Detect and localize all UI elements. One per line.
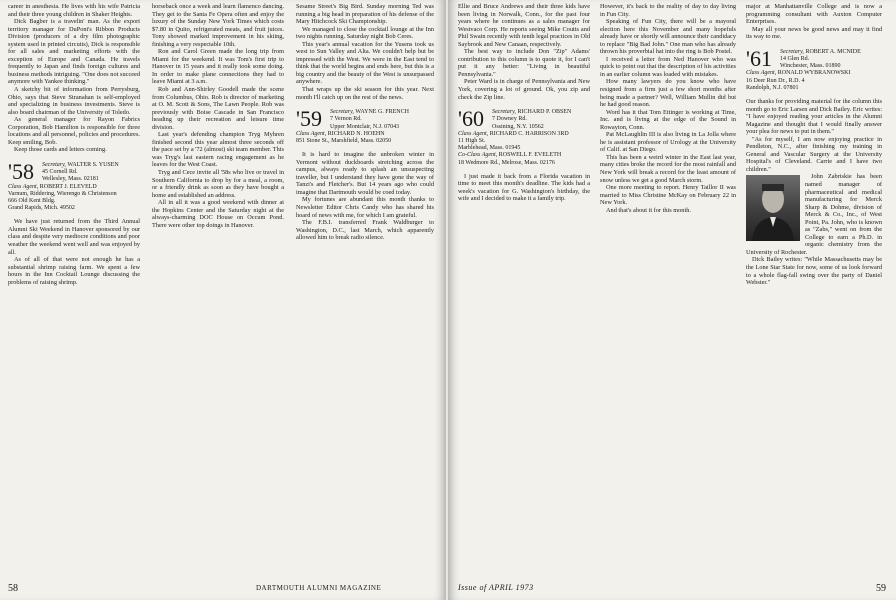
paragraph: Rob and Ann-Shirley Goodell made the scene from Columbus, Ohio. Rob is director of marketing at O. M. Scott & Sons, The Lawn People. Rob was previously with Boise Cascade in San Francisco heading up their recreation and leisure time division. <box>152 86 284 131</box>
secretary-name: ROBERT A. MCNIDE <box>805 48 861 55</box>
paragraph: As of all of that were not enough he has a substantial shrimp raising farm. We spent a few hours in the Inn Cocktail Lounge discussing the problems of raising shrimp. <box>8 256 140 286</box>
agent-address-1: 16 Deer Run Dr., R.D. 4 <box>746 77 805 84</box>
class-header-58 <box>8 158 140 212</box>
paragraph: Tryg and Cece invite all '58s who live or travel in Southern California to drop by for a meal, a room, or a friendly drink as soon as they have bought a home and established an address. <box>152 169 284 199</box>
agent-name: RICHARD C. HARRISON 3RD <box>489 130 569 137</box>
secretary-address-2: Ossining, N.Y. 10562 <box>492 123 544 130</box>
magazine-title-footer: DARTMOUTH ALUMNI MAGAZINE <box>256 584 382 592</box>
secretary-label: Secretary, <box>42 161 66 168</box>
paragraph: All in all it was a good weekend with dinner at the Hopkins Center and the Saturday night at the always-charming DOC House on Occum Pond. There were other top doings in Hanover. <box>152 199 284 229</box>
secretary-address-2: Wellesley, Mass. 02181 <box>42 176 99 183</box>
paragraph: A sketchy bit of information from Perrysburg, Ohio, says that Steve Stranahan is self-employed and specializing in business investments. Steve is also board chairman of the University of Toledo. <box>8 86 140 116</box>
secretary-address-1: 14 Glen Rd. <box>780 55 810 62</box>
page-number-right: 59 <box>876 583 886 594</box>
right-column-3 <box>746 3 882 593</box>
paragraph: We managed to close the cocktail lounge at the Inn two nights running. Saturday night Bob Ceres. <box>296 25 434 41</box>
secretary-address-2: Upper Montclair, N.J. 07043 <box>330 123 400 130</box>
co-agent-name: ROSWELL F. EVELETH <box>498 152 562 159</box>
secretary-address-1: 7 Vernon Rd. <box>330 116 362 123</box>
agent-address-3: Grand Rapids, Mich. 49502 <box>8 205 75 212</box>
secretary-address-2: Winchester, Mass. 01890 <box>780 63 841 70</box>
secretary-label: Secretary, <box>330 109 354 116</box>
paragraph: One more meeting to report. Henry Taillor II was married to Miss Christine McKay on February 22 in New York. <box>600 184 736 207</box>
left-page <box>0 0 446 600</box>
agent-address-2: Randolph, N.J. 07801 <box>746 84 799 91</box>
left-column-3 <box>296 3 434 593</box>
paragraph: I received a letter from Ned Hanover who was quick to point out that the description of his activities in an earlier column was loaded with mistakes. <box>600 55 736 78</box>
agent-label: Class Agent, <box>458 130 489 137</box>
paragraph: That wraps up the ski season for this year. Next month I'll catch up on the rest of the news. <box>296 86 434 101</box>
secretary-label: Secretary, <box>492 109 516 116</box>
paragraph: However, it's back to the reality of day to day living in Fun City. <box>600 3 736 18</box>
class-header-60 <box>458 106 590 167</box>
paragraph: Peter Ward is in charge of Pennsylvania and New York, covering a lot of ground. Ok, you zip and check the Zip line. <box>458 78 590 101</box>
secretary-name: RICHARD P. OBSEN <box>517 109 572 116</box>
class-year: '58 <box>8 158 34 184</box>
secretary-address-1: 7 Downey Rd. <box>492 116 527 123</box>
secretary-name: WALTER S. YUSEN <box>67 161 119 168</box>
agent-address-1: Varnum, Riddering, Wierengo & Christenson <box>8 190 117 197</box>
paragraph: Dick Bagber is a travelin' man. As the export territory manager for DuPont's Ribbon Products Division (producers of a dry film photographic system used in printed circuits), Dick is responsible for all sales and marketing efforts with the exception of Europe and Canada. He travels frequently to Japan and finds foreign cultures and business methods intriguing. "One does not succeed anymore with Yankee thinking." <box>8 18 140 86</box>
paragraph: As general manager for Rayon Fabrics Corporation, Bob Hamilton is responsible for three locations and all personnel, policies and procedures. Keep smiling, Bob. <box>8 116 140 146</box>
secretary-address-1: 45 Cornell Rd. <box>42 169 78 176</box>
paragraph: Pat McLaughlin III is also living in La Jolla where he is assistant professor of Urology at the University of Calif. at San Diego. <box>600 131 736 154</box>
paragraph: We have just returned from the Third Annual Alumni Ski Weekend in Hanover sponsored by our class and despite very mediocre conditions and poor weather the weekend went well and was enjoyed by all. <box>8 218 140 256</box>
agent-name: ROBERT J. ELEVELD <box>39 183 97 190</box>
class-header-61 <box>746 45 882 92</box>
agent-address-2: 666 Old Kent Bldg. <box>8 197 56 204</box>
paragraph: Sesame Street's Big Bird. Sunday morning Ted was running a big head in preparation of his defense of the Mary Hitchcock Ski Championship. <box>296 3 434 26</box>
right-column-1 <box>458 3 590 593</box>
paragraph: Word has it that Tom Ettinger is working at Time, Inc. and is living at the edge of the Sound in Rowayton, Conn. <box>600 108 736 131</box>
agent-address-2: Marblehead, Mass. 01945 <box>458 145 521 152</box>
paragraph: The F.B.I. transferred Frank Waldburger to Washington, D.C., last March, which apparently allowed him to break radio silence. <box>296 219 434 242</box>
col-text-top <box>8 3 140 154</box>
left-column-1 <box>8 3 140 593</box>
co-agent-label: Co-Class Agent, <box>458 152 498 159</box>
issue-date-footer: Issue of APRIL 1973 <box>458 583 534 592</box>
right-column-2 <box>600 3 736 593</box>
right-page <box>448 0 896 600</box>
agent-label: Class Agent, <box>296 130 327 137</box>
paragraph: This year's annual vacation for the Yusens took us west to Sun Valley and Alta. We couldn't help but be impressed with the West. We were in the East tend to think that the world begins and ends here, but this is a big country and the beauty of the West is unsurpassed anywhere. <box>296 40 434 86</box>
paragraph: horseback once a week and learn flamenco dancing. They get to the Santa Fe Opera often and enjoy the luxury of the Sunday New York Times which costs $7.80 in Quito, refrigerated meats, and fruit juices. Tony showed marked improvement in his skiing, finishing a very respectable 10th. <box>152 3 284 48</box>
secretary-name: WAYNE G. FRENCH <box>355 109 409 116</box>
agent-label: Class Agent, <box>746 70 777 77</box>
paragraph: "As for myself, I am now enjoying practice in Pendleton, N.C., after finishing my training in General and Vascular Surgery at the University Hospital's of Cleveland. Carrie and I have two children." <box>746 135 882 173</box>
paragraph: I just made it back from a Florida vacation in time to meet this month's deadline. The kids had a week's vacation for G. Washington's birthday, the wife and I decided to make it a family trip. <box>458 172 590 203</box>
page-number-left: 58 <box>8 583 18 594</box>
paragraph: Ellie and Bruce Andrews and their three kids have been living in Norwalk, Conn., for the past four years where he continues as a sales manager for Westvaco Corp. He reports seeing Mike Coutts and Phil Swain recently with tenth legal practices in Old Saybrook and New Canaan, respectively. <box>458 3 590 48</box>
agent-name: RICHARD N. HOEHN <box>327 130 385 137</box>
agent-address-1: 11 High St. <box>458 137 486 144</box>
paragraph: My fortunes are abundant this month thanks to Newsletter Editor Chris Candy who has shared his hoard of news with me, for which I am grateful. <box>296 196 434 219</box>
paragraph: The best way to include Don "Zip" Adams' contribution to this column is to quote it, for I can't put it any better: "Living in beautiful Pennsylvania." <box>458 48 590 78</box>
paragraph: Our thanks for providing material for the column this month go to Eric Larsen and Dick Bailey. Eric writes: "I have enjoyed reading your articles in the Alumni Magazine and thought that I would finally answer your plea for news to put in them." <box>746 97 882 136</box>
agent-name: RONALD WYBRANOWSKI <box>777 70 851 77</box>
secretary-label: Secretary, <box>780 48 804 55</box>
class-year: '60 <box>458 106 484 132</box>
left-column-2 <box>152 3 284 593</box>
paragraph: How many lawyers do you know who have resigned from a firm just a few short months after being made a partner? Well, William Mullin did but he had good reason. <box>600 78 736 109</box>
paragraph: Speaking of Fun City, there will be a mayoral election here this November and many hopefuls already have or shortly will announce their candidacy to replace "Big Bad John." One man who has already thrown his proverbial hat into the ring is Bob Postel. <box>600 18 736 56</box>
co-agent-address: 18 Wedmore Rd., Melrose, Mass. 02176 <box>458 159 555 166</box>
agent-label: Class Agent, <box>8 183 39 190</box>
paragraph: This has been a weird winter in the East last year, many cities broke the record for the most rainfall and New York will break a record for the least amount of snow unless we get a good March storm. <box>600 153 736 184</box>
class-year: '59 <box>296 106 322 132</box>
paragraph: career in anesthesia. He lives with his wife Patricia and their three young children in Shaker Heights. <box>8 3 140 18</box>
paragraph: Last year's defending champion Tryg Myhren finished second this year almost three seconds off the pace set by a '72 (almost) ski team member. This was Tryg's last eastern racing engagement as he leaves for the West Coast. <box>152 131 284 169</box>
portrait-photo-icon <box>746 175 800 241</box>
paragraph: And that's about it for this month. <box>606 206 691 214</box>
paragraph: Keep those cards and letters coming. <box>14 146 107 154</box>
paragraph: major at Manhattanville College and is now a programming consultant with Auxton Computer Enterprises. <box>746 3 882 26</box>
paragraph: Dick Bailey writes: "While Massachusetts may be the Lone Star State for now, some of us look forward to a whole flag-fall swing over the party of Daniel Webster." <box>746 256 882 287</box>
paragraph: Ron and Carol Green made the long trip from Miami for the weekend. It was Tom's first trip to Hanover in 15 years and it really took some doing. In order to make plane connections they had to leave Miami at 3 a.m. <box>152 48 284 86</box>
portrait-photo <box>746 175 800 241</box>
agent-address-1: 851 Stone St., Marshfield, Mass. 02050 <box>296 137 392 144</box>
paragraph: It is hard to imagine the unbroken winter in Vermont without duckboards stretching across the campus, always ready to splash an unsuspecting traveller, but I understand they have gone the way of Tanzi's and Fletcher's. But 14 years ago who could imagine that Dartmouth would be coed today. <box>296 151 434 196</box>
paragraph: May all your news be good news and may it find its way to me. <box>746 25 882 41</box>
class-header-59 <box>296 106 434 145</box>
paragraph: John Zabriskie has been named manager of pharmaceutical and medical manufacturing for Merck Sharp & Dohme, division of Merck & Co., Inc., of West Point, Pa. John, who is known as "Zabs," went on from the College to earn a Ph.D. in organic chemistry from the University of Rochester. <box>746 173 882 256</box>
class-year: '61 <box>746 45 772 71</box>
